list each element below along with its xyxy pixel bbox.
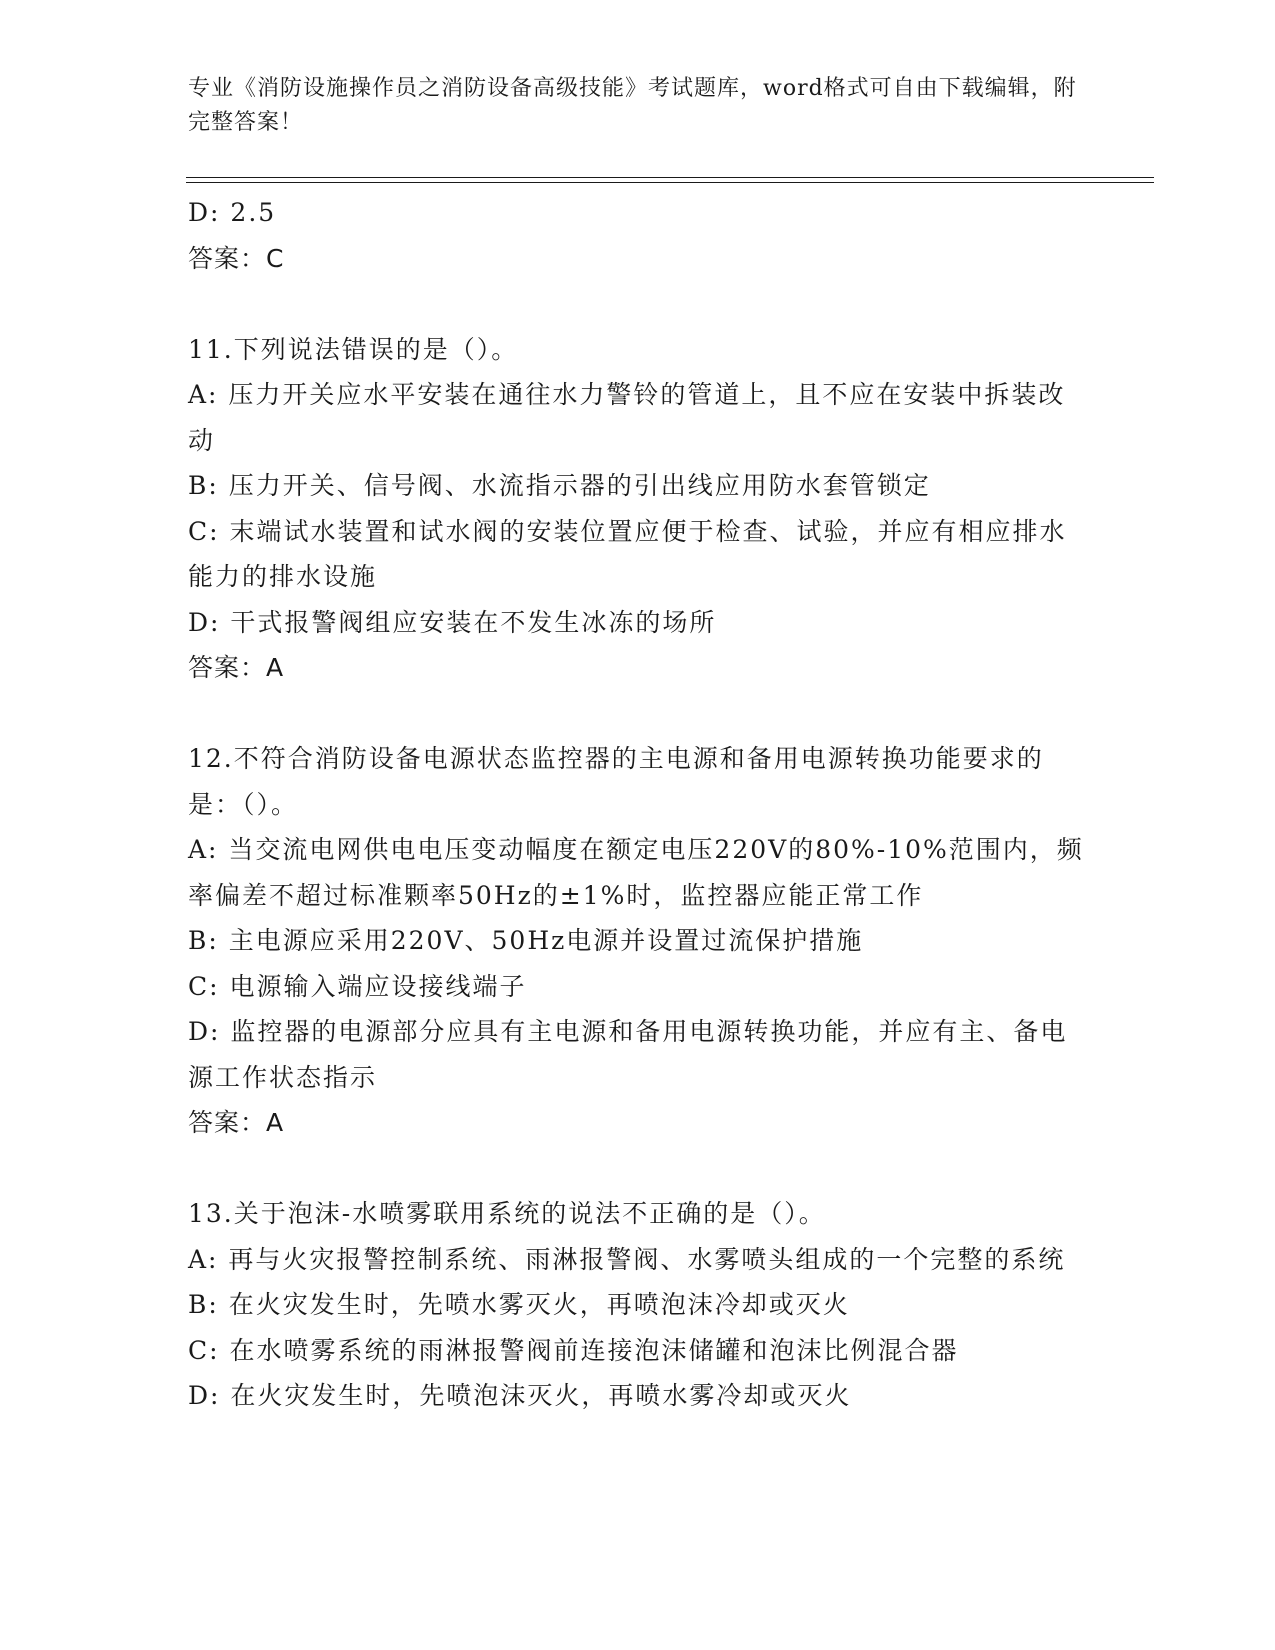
option-b: B: 主电源应采用220V、50Hz电源并设置过流保护措施 [188, 926, 864, 955]
question-13 [188, 1191, 1088, 1419]
option-a: A: 压力开关应水平安装在通往水力警铃的管道上，且不应在安装中拆装改动 [188, 380, 1066, 455]
answer: 答案：A [188, 653, 285, 682]
option-d: D: 干式报警阀组应安装在不发生冰冻的场所 [188, 607, 717, 637]
option-b: B: 在火灾发生时，先喷水雾灭火，再喷泡沫冷却或灭火 [188, 1290, 850, 1319]
option-b: B: 压力开关、信号阀、水流指示器的引出线应用防水套管锁定 [188, 471, 931, 500]
header-divider [186, 177, 1154, 183]
option-d: D: 2.5 [188, 198, 277, 227]
spacer [188, 691, 1088, 737]
document-header: 专业《消防设施操作员之消防设备高级技能》考试题库，word格式可自由下载编辑，附完整答案！ [188, 76, 1077, 135]
answer: 答案：A [188, 1108, 285, 1137]
question-stem: 12.不符合消防设备电源状态监控器的主电源和备用电源转换功能要求的是：（）。 [188, 744, 1044, 819]
question-stem: 13.关于泡沫-水喷雾联用系统的说法不正确的是（）。 [188, 1199, 826, 1228]
option-d: D: 监控器的电源部分应具有主电源和备用电源转换功能，并应有主、备电源工作状态指示 [188, 1017, 1068, 1092]
question-stem: 11.下列说法错误的是（）。 [188, 334, 519, 364]
answer: 答案：C [188, 243, 285, 273]
option-d: D: 在火灾发生时，先喷泡沫灭火，再喷水雾冷却或灭火 [188, 1381, 852, 1410]
question-12 [188, 736, 1088, 1146]
option-c: C: 在水喷雾系统的雨淋报警阀前连接泡沫储罐和泡沫比例混合器 [188, 1335, 959, 1365]
option-a: A: 当交流电网供电电压变动幅度在额定电压220V的80%-10%范围内，频率偏差不超过标准颗率50Hz的±1%时，监控器应能正常工作 [188, 835, 1084, 910]
option-a: A: 再与火灾报警控制系统、雨淋报警阀、水雾喷头组成的一个完整的系统 [188, 1244, 1066, 1274]
option-c: C: 末端试水装置和试水阀的安装位置应便于检查、试验，并应有相应排水能力的排水设施 [188, 516, 1067, 591]
question-11 [188, 327, 1088, 691]
spacer [188, 281, 1088, 327]
question-content [188, 190, 1088, 1419]
option-c: C: 电源输入端应设接线端子 [188, 971, 527, 1001]
spacer [188, 1146, 1088, 1192]
